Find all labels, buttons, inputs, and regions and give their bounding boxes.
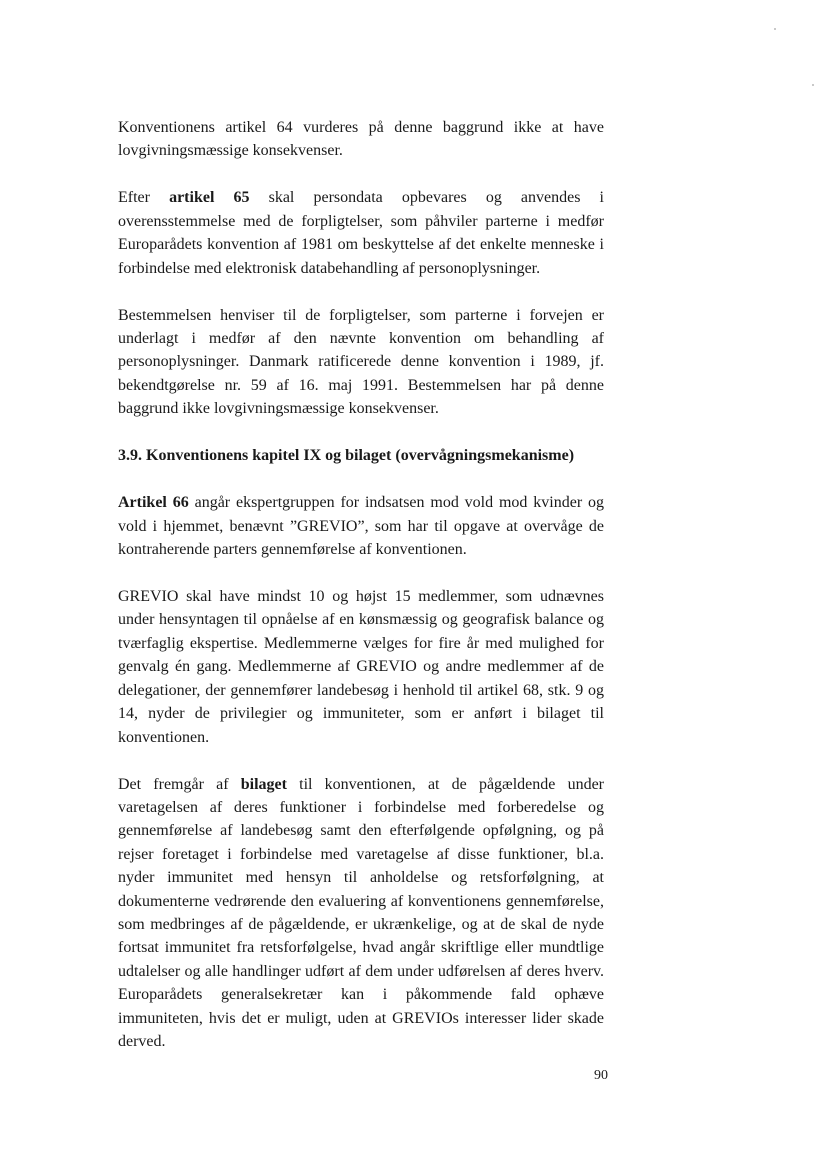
paragraph-grevio-members: GREVIO skal have mindst 10 og højst 15 medlemmer, som udnævnes under hensyntagen til opnåelse af en kønsmæssig og geografisk balance og tværfaglig ekspertise. Medlemmerne vælges for fire år med mulighed for genvalg én gang. Medlemmerne af GREVIO og andre medlemmer af de delegationer, der gennemfører landebesøg i henhold til artikel 68, stk. 9 og 14, nyder de privilegier og immuniteter, som er anført i bilaget til konventionen. (118, 588, 604, 746)
paragraph-article-66: Artikel 66 angår ekspertgruppen for indsatsen mod vold mod kvinder og vold i hjemmet, benævnt ”GREVIO”, som har til opgave at overvåge de kontraherende parters gennemførelse af konventionen. (118, 494, 605, 559)
paragraph-provision-reference: Bestemmelsen henviser til de forpligtelser, som parterne i forvejen er underlagt i medfør af den nævnte konvention om behandling af personoplysninger. Danmark ratificerede denne konvention i 1989, jf. bekendtgørelse nr. 59 af 16. maj 1991. Bestemmelsen har på denne baggrund ikke lovgivningsmæssige konsekvenser. (118, 306, 604, 418)
paragraph-annex: Det fremgår af bilaget til konventionen, at de pågældende under varetagelsen af deres funktioner i forbindelse med forberedelse og gennemførelse af landebesøg samt den efterfølgende opfølgning, og på rejser foretaget i forbindelse med varetagelse af disse funktioner, bl.a. nyder immunitet med hensyn til anholdelse og retsforfølgning, at dokumenterne vedrørende den evaluering af konventionens gennemførelse, som medbringes af de pågældende, er ukrænkelige, og at de skal de nyde fortsat immunitet fra retsforfølgelse, hvad angår skriftlige eller mundtlige udtalelser og alle handlinger udført af dem under udførelsen af deres hverv. Europarådets generalsekretær kan i påkommende fald ophæve immuniteten, hvis det er muligt, uden at GREVIOs interesser lider skade derved. (118, 775, 604, 1050)
scan-speck (812, 84, 814, 86)
document-body (118, 116, 604, 1077)
section-heading: 3.9. Konventionens kapitel IX og bilaget (overvågningsmekanisme) (118, 447, 575, 465)
paragraph-article-65: Efter artikel 65 skal persondata opbevares og anvendes i overensstemmelse med de forpligtelser, som påhviler parterne i medfør Europarådets konvention af 1981 om beskyttelse af det enkelte menneske i forbindelse med elektronisk databehandling af personoplysninger. (118, 189, 604, 277)
annex-reference: bilaget (240, 775, 287, 793)
article-65-reference: artikel 65 (169, 189, 250, 207)
scan-speck (774, 28, 776, 30)
article-66-reference: Artikel 66 (118, 494, 189, 512)
paragraph-article-64: Konventionens artikel 64 vurderes på denne baggrund ikke at have lovgivningsmæssige konsekvenser. (118, 119, 604, 160)
page-number: 90 (594, 1068, 608, 1083)
